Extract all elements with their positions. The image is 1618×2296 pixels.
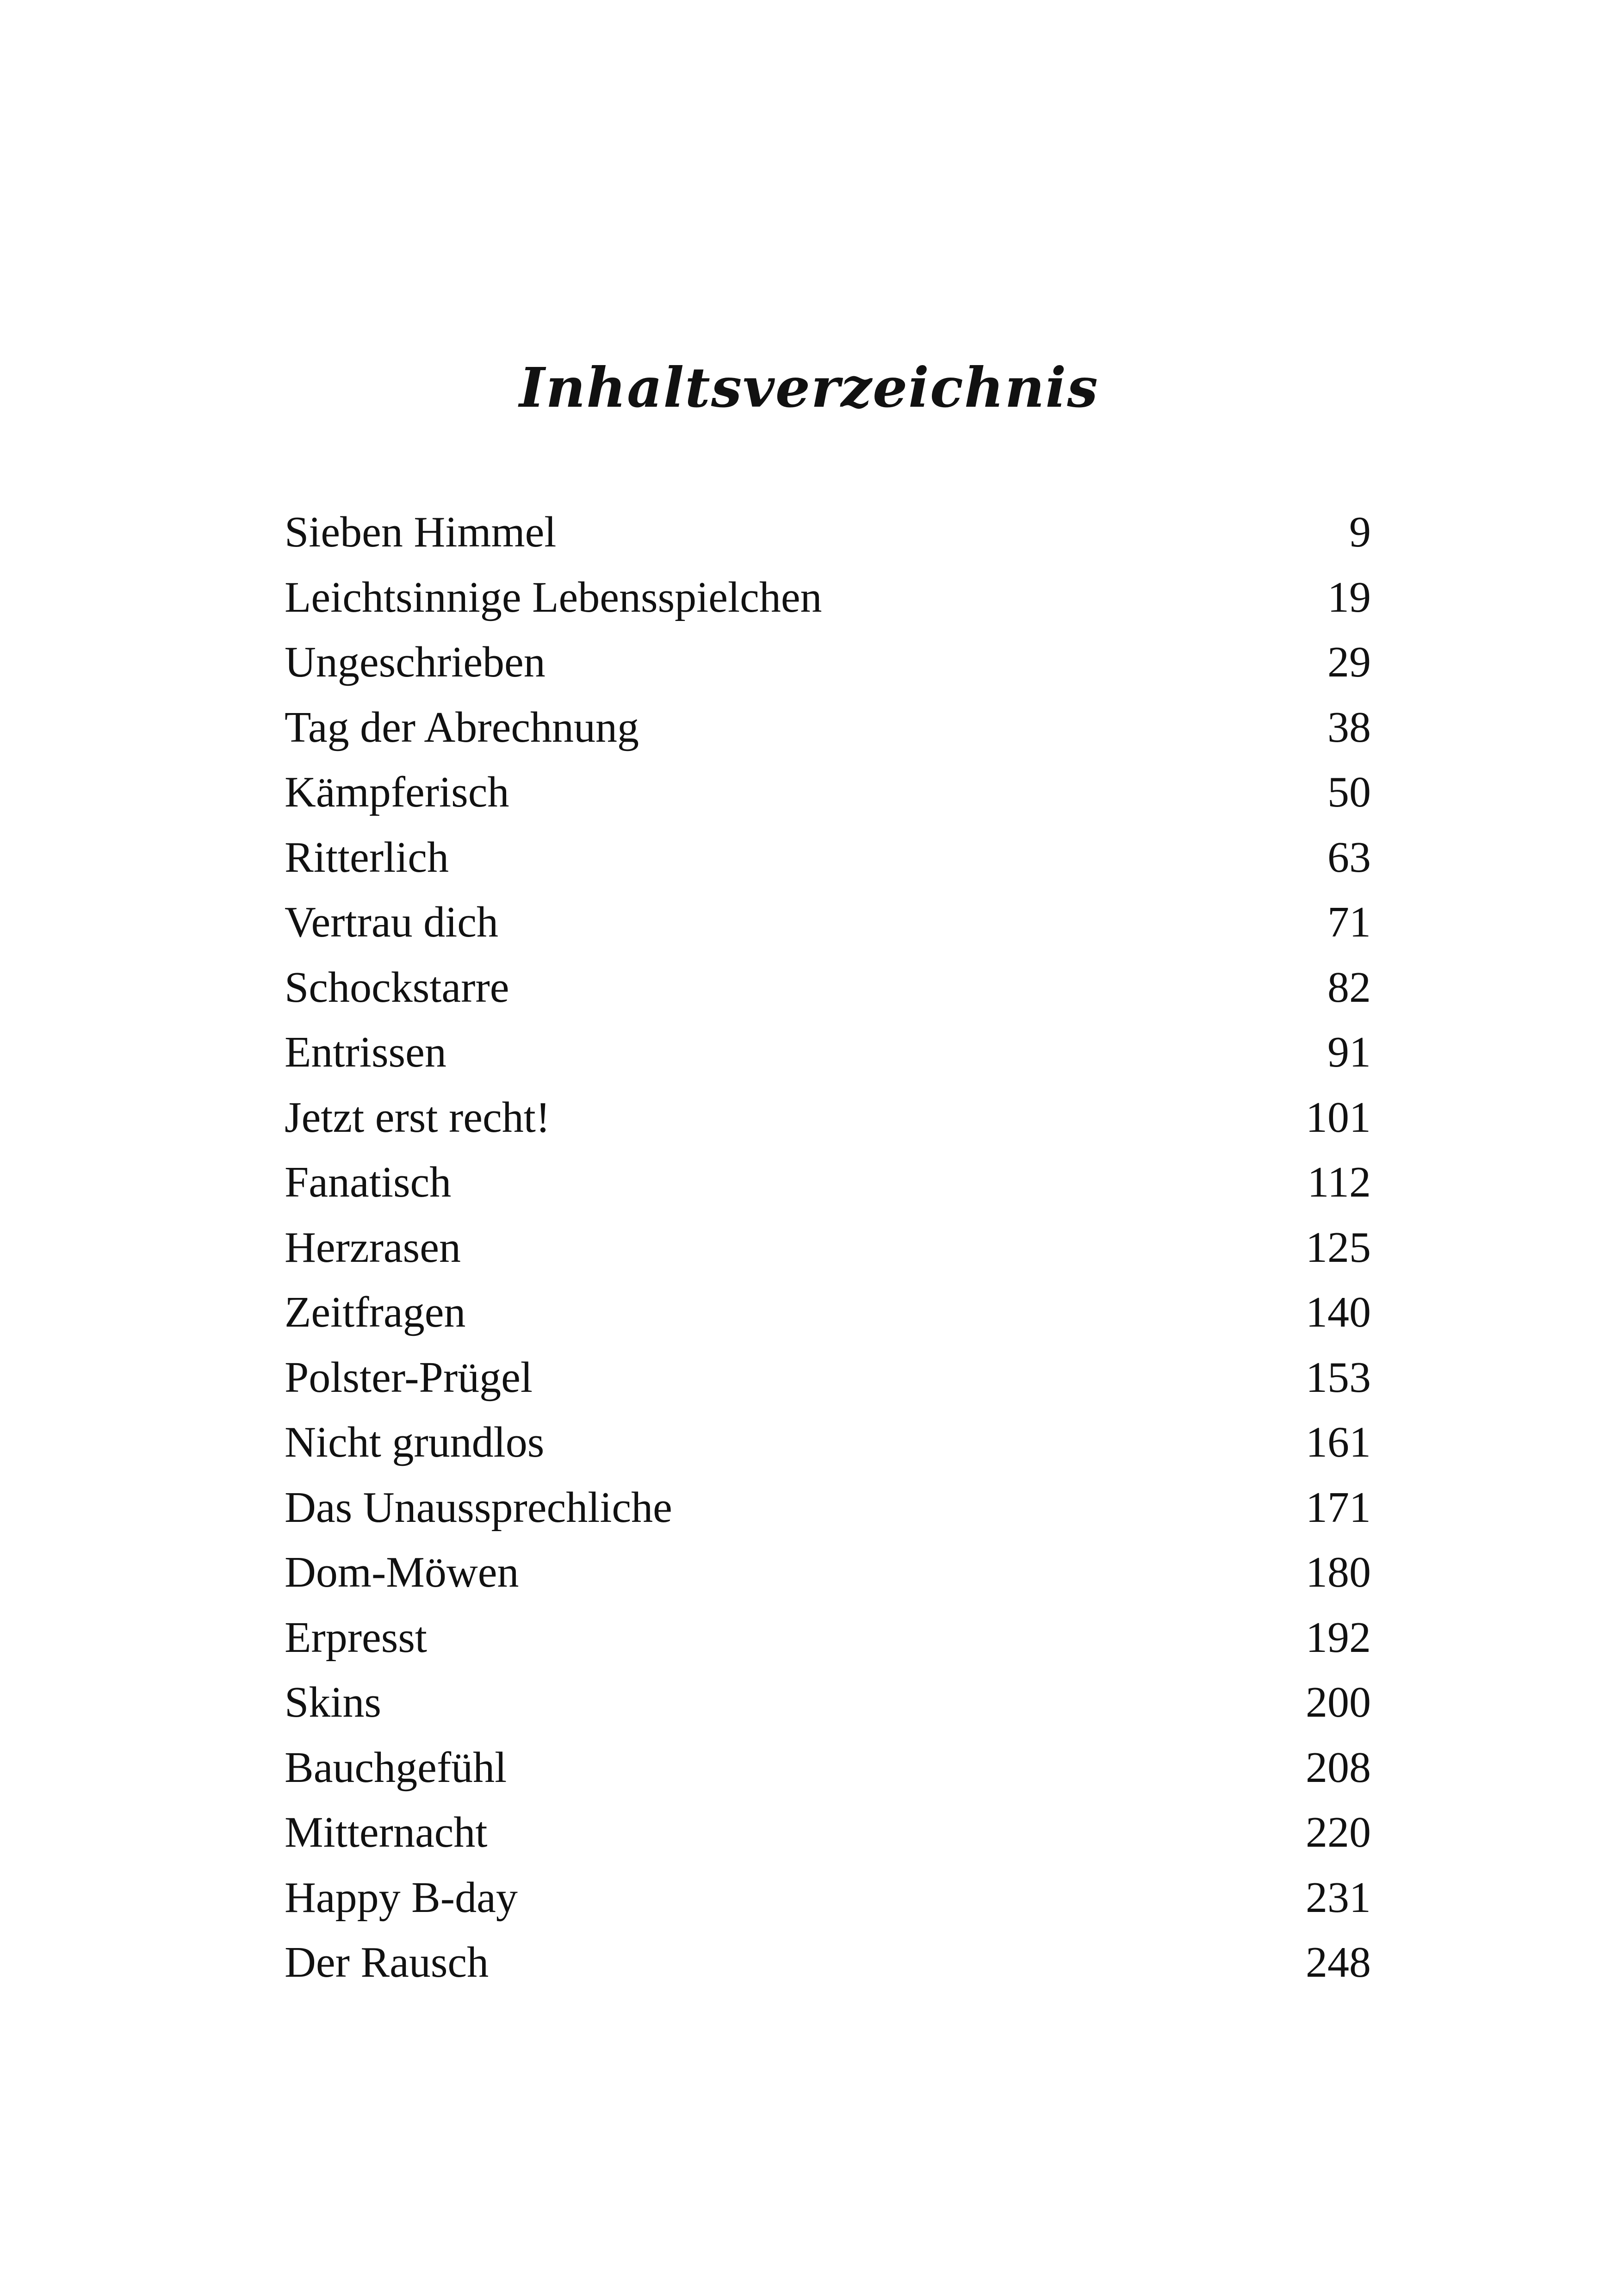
toc-entry-page-number: 38 [1327,703,1371,751]
toc-entry [285,1670,1371,1735]
toc-entry-title: Schockstarre [285,963,509,1011]
toc-entry-page-number: 29 [1327,638,1371,686]
toc-entry [285,1085,1371,1150]
toc-entry-title: Ungeschrieben [285,638,546,686]
toc-entry-page-number: 101 [1306,1093,1371,1142]
toc-entry-title: Kämpferisch [285,768,509,816]
toc-entry [285,1020,1371,1085]
toc-entry [285,1800,1371,1865]
toc-entry-page-number: 19 [1327,573,1371,621]
toc-entry-page-number: 125 [1306,1223,1371,1272]
toc-entry-page-number: 50 [1327,768,1371,816]
toc-entry-page-number: 153 [1306,1353,1371,1402]
toc-entry-title: Zeitfragen [285,1288,466,1336]
toc-entry-title: Nicht grundlos [285,1418,545,1466]
toc-entry-page-number: 248 [1306,1938,1371,1986]
toc-entry-page-number: 161 [1306,1418,1371,1466]
toc-entry-page-number: 82 [1327,963,1371,1011]
toc-entry-title: Der Rausch [285,1938,489,1986]
toc-entry [285,630,1371,695]
toc-entry [285,1540,1371,1605]
toc-entry-title: Herzrasen [285,1223,461,1272]
toc-entry-page-number: 91 [1327,1028,1371,1076]
toc-entry [285,1865,1371,1930]
toc-entry-title: Skins [285,1678,381,1726]
toc-entry-page-number: 208 [1306,1743,1371,1792]
toc-entry-page-number: 71 [1327,898,1371,946]
toc-entry-page-number: 231 [1306,1873,1371,1922]
toc-entry [285,1345,1371,1410]
toc-entry-page-number: 192 [1306,1613,1371,1662]
toc-entry-page-number: 220 [1306,1808,1371,1856]
toc-entry-title: Mitternacht [285,1808,488,1856]
toc-entry-title: Jetzt erst recht! [285,1093,551,1142]
toc-entry [285,825,1371,890]
toc-entry [285,1475,1371,1540]
toc-entry [285,890,1371,955]
toc-entry-title: Dom-Möwen [285,1548,519,1596]
page-title: Inhaltsverzeichnis [519,355,1099,420]
toc-entry [285,1605,1371,1670]
toc-entry-title: Vertrau dich [285,898,498,946]
toc-entry-page-number: 171 [1306,1483,1371,1532]
toc-entry-title: Leichtsinnige Lebensspielchen [285,573,822,621]
toc-entry-title: Entrissen [285,1028,446,1076]
toc-entry-page-number: 180 [1306,1548,1371,1596]
toc-entry-page-number: 140 [1306,1288,1371,1336]
toc-entry [285,1280,1371,1345]
toc-entry [285,955,1371,1020]
toc-entry-page-number: 200 [1306,1678,1371,1726]
toc-entry [285,1150,1371,1215]
toc-entry [285,565,1371,630]
toc-entry-title: Das Unaussprechliche [285,1483,672,1532]
toc-entry [285,1930,1371,1995]
toc-entry-page-number: 63 [1327,833,1371,881]
toc-entry [285,1215,1371,1280]
toc-entry-page-number: 112 [1307,1158,1371,1206]
toc-entry [285,1410,1371,1475]
toc-entry-title: Fanatisch [285,1158,452,1206]
toc-entry-title: Sieben Himmel [285,508,557,556]
toc-entry-title: Bauchgefühl [285,1743,507,1792]
toc-entry-title: Tag der Abrechnung [285,703,639,751]
toc-entry-title: Happy B-day [285,1873,518,1922]
toc-entry [285,1735,1371,1800]
toc-entry [285,695,1371,760]
toc-entry [285,500,1371,565]
toc-entry-title: Ritterlich [285,833,449,881]
table-of-contents [285,500,1371,1995]
toc-entry-title: Polster-Prügel [285,1353,533,1402]
toc-entry [285,760,1371,825]
toc-entry-page-number: 9 [1349,508,1371,556]
toc-entry-title: Erpresst [285,1613,428,1662]
